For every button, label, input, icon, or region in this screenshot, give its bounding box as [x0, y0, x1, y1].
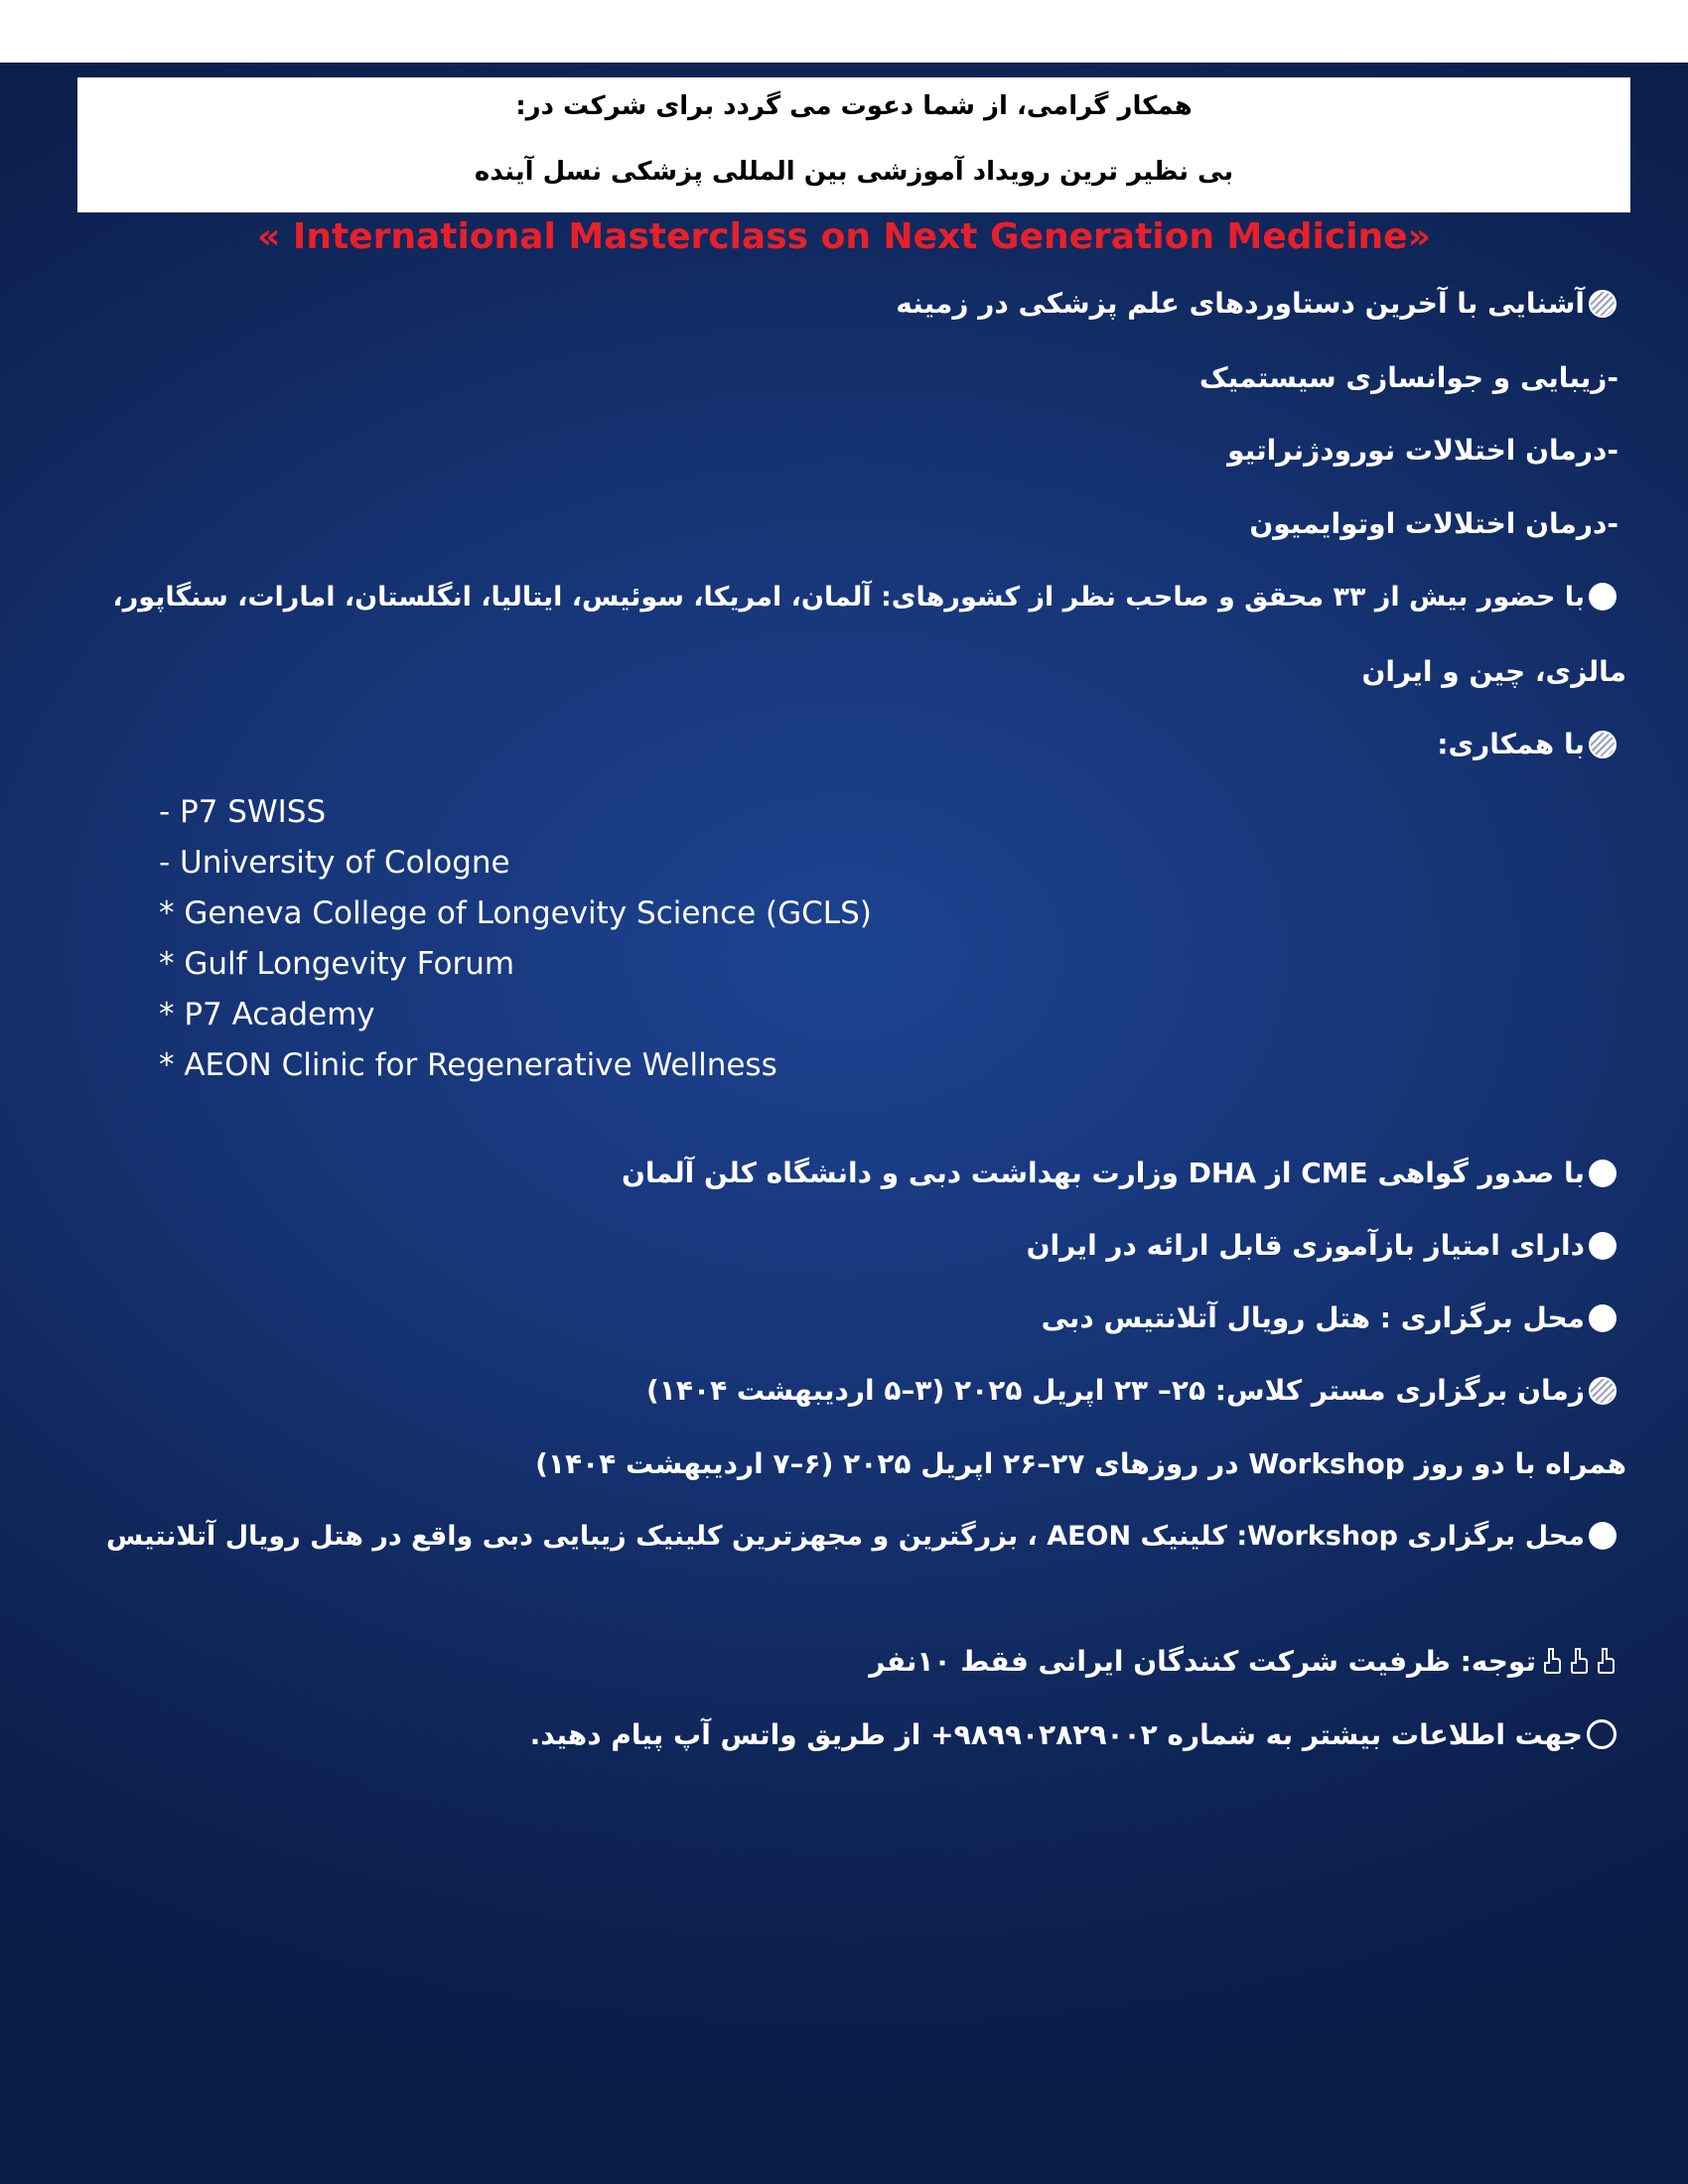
topic-item: -درمان اختلالات نورودژنراتیو [1227, 434, 1618, 467]
circle-outline-icon [1587, 1719, 1617, 1749]
capacity-notice-text: توجه: ظرفیت شرکت کنندگان ایرانی فقط ۱۰نفر [869, 1645, 1536, 1678]
attendance-line2: مالزی، چین و ایران [1361, 655, 1626, 688]
attendance-line1: با حضور بیش از ۳۳ محقق و صاحب نظر از کشورهای: آلمان، امریکا، سوئیس، ایتالیا، انگلستان، امارات، سنگاپور، [112, 582, 1585, 613]
attendance-row [112, 582, 1617, 613]
circle-bullet-icon [1589, 1232, 1617, 1260]
hand-pointer-icon [1595, 1647, 1617, 1675]
masterclass-time-row [646, 1374, 1617, 1407]
workshop-time-text: همراه با دو روز Workshop در روزهای ۲۷–۲۶ اپریل ۲۰۲۵ (۶–۷ اردیبهشت ۱۴۰۴) [535, 1447, 1626, 1480]
contact-text: جهت اطلاعات بیشتر به شماره ۹۸۹۹۰۲۸۲۹۰۰۲+ از طریق واتس آپ پیام دهید. [529, 1718, 1583, 1751]
hand-pointer-icon [1541, 1647, 1563, 1675]
invitation-greeting: همکار گرامی، از شما دعوت می گردد برای شرکت در: [515, 91, 1193, 121]
hatched-bullet-icon [1589, 290, 1617, 318]
partner-item: * Gulf Longevity Forum [159, 946, 515, 982]
hand-pointer-icon [1568, 1647, 1590, 1675]
partner-item: - P7 SWISS [159, 794, 327, 830]
partners-list [159, 787, 872, 1091]
certificate-text: با صدور گواهی CME از DHA وزارت بهداشت دبی و دانشگاه کلن آلمان [621, 1157, 1585, 1189]
workshop-venue-text: محل برگزاری Workshop: کلینیک AEON ، بزرگترین و مجهزترین کلینیک زیبایی دبی واقع در هتل رویال آتلانتیس [106, 1521, 1585, 1552]
partner-item: - University of Cologne [159, 845, 510, 881]
partner-item: * P7 Academy [159, 997, 375, 1032]
capacity-notice-row [869, 1645, 1617, 1678]
circle-bullet-icon [1589, 1304, 1617, 1332]
retraining-text: دارای امتیاز بازآموزی قابل ارائه در ایران [1026, 1229, 1585, 1262]
retraining-row [1027, 1229, 1617, 1262]
venue-row [1042, 1301, 1617, 1334]
circle-bullet-icon [1589, 583, 1617, 611]
contact-row [530, 1718, 1617, 1751]
circle-bullet-icon [1589, 1160, 1617, 1187]
intro-heading-row [896, 287, 1617, 320]
hatched-bullet-icon [1589, 1377, 1617, 1405]
certificate-row [622, 1157, 1617, 1189]
invitation-header [77, 77, 1630, 212]
partner-item: * Geneva College of Longevity Science (GCLS) [159, 895, 872, 931]
partner-item: * AEON Clinic for Regenerative Wellness [159, 1047, 777, 1083]
partners-heading-row [1437, 728, 1617, 760]
topic-item: -زیبایی و جوانسازی سیستمیک [1198, 361, 1618, 394]
intro-heading: آشنایی با آخرین دستاوردهای علم پزشکی در زمینه [896, 287, 1585, 320]
masterclass-time-text: زمان برگزاری مستر کلاس: ۲۵– ۲۳ اپریل ۲۰۲۵ (۳–۵ اردیبهشت ۱۴۰۴) [646, 1374, 1585, 1407]
topic-item: -درمان اختلالات اوتوایمیون [1249, 507, 1618, 540]
invitation-subtitle: بی نظیر ترین رویداد آموزشی بین المللی پزشکی نسل آینده [474, 157, 1234, 187]
hatched-bullet-icon [1589, 731, 1617, 758]
partners-heading: با همکاری: [1437, 728, 1585, 760]
event-title: « International Masterclass on Next Generation Medicine» [257, 216, 1431, 257]
workshop-venue-row [106, 1521, 1617, 1552]
venue-text: محل برگزاری : هتل رویال آتلانتیس دبی [1041, 1301, 1585, 1334]
circle-bullet-icon [1589, 1522, 1617, 1550]
